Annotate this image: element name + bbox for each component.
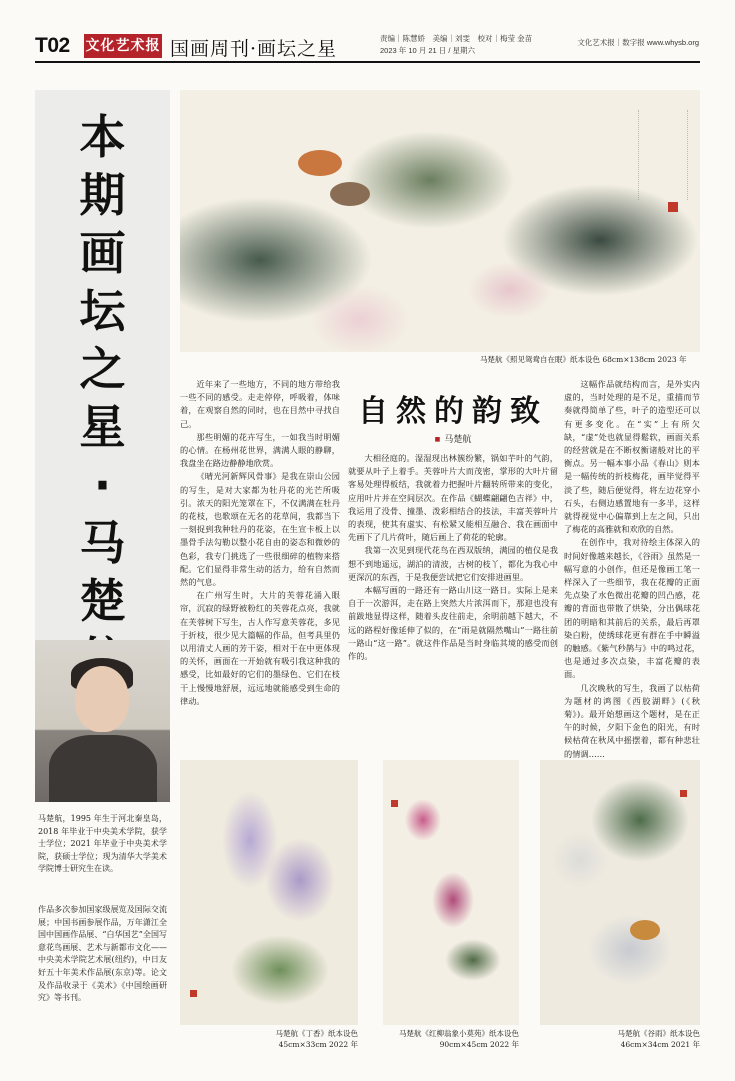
caption-size: 46cm×34cm 2021 年 <box>620 1040 700 1049</box>
editor-credits <box>380 33 532 57</box>
author-name: 马楚航 <box>444 435 472 445</box>
banner-title-char: 楚 <box>79 574 126 628</box>
masthead-rule <box>35 61 700 63</box>
banner-title-char: 画 <box>79 226 126 280</box>
main-painting-caption: 马楚航《照见鸳鸯自在眠》纸本设色 68cm×138cm 2023 年 <box>480 355 687 364</box>
caption-title: 马楚航《丁香》纸本设色 <box>275 1029 358 1038</box>
caption-size: 45cm×33cm 2022 年 <box>278 1040 358 1049</box>
banner-title-char: 星 <box>79 400 126 454</box>
paragraph: 《晴光河新辉风骨事》是我在崇山公园的写生，是对大家都为牡丹花的光芒所吸引。浓天的阳光笼罩在下，不仅满满在牡丹的花枝，也歌颂在无名的花草间，我都当下一刻捉到我种牡丹的花姿，在生宣卡板上以墨骨手法勾勒以整小花自由的姿态和微妙的色彩，我专门挑选了一些很细碎的植物来搭配。它们显得非常生动的活力，给有自然而然的气息。 <box>180 471 340 588</box>
paragraph: 几次晚秋的写生，我画了以枯荷为题材的鸿图《西胶湖畔》(《秋菊》)。最开始想画这个题材，是在正午的时候，夕阳下金色的阳光，有时候枯荷在秋风中摇摆着，都有种悲壮的情调…… <box>564 682 700 759</box>
paragraph: 这幅作品就结构而言，是外实内虚的，当时处理的是不足，重描而节奏就得简单了些，叶子的造型还可以有更多变化。在“实”上有所欠缺，“虚”处也就显得鬆软，画面关系的经营就是在不断权衡诸般对比的平衡点。另一幅本事小品《春山》则本是一幅传统的折枝梅花，画毕觉得平淡了些，随后便觉得，将左边花穿小石头，右侧边感置地有一多半，这样就得视觉中心偏靠到上左之间，只出了梅花的高雅就和欢欣的自然。 <box>564 379 700 535</box>
painting-lilac <box>180 760 358 1025</box>
artist-bio: 马楚航，1995 年生于河北秦皇岛，2018 年毕业于中央美术学院，获学士学位；2021 年毕业于中央美术学院，获硕士学位；现为清华大学美术学院博士研究生在读。 <box>38 814 167 874</box>
seal-stamp <box>668 202 678 212</box>
main-painting <box>180 90 700 352</box>
caption-title: 马楚航《红柳翁象小莫苑》纸本设色 <box>399 1029 519 1038</box>
feature-banner <box>35 90 170 640</box>
painting-caption <box>540 1028 700 1050</box>
banner-title-char: 马 <box>79 516 126 570</box>
section-title: 国画周刊·画坛之星 <box>170 38 338 60</box>
artist-works: 作品多次参加国家级展览及国际交流展；中国书画参展作品，万年潇江全国中国画作品展、“白华国艺”全国写意花鸟画展、艺术与新都市文化——中央美术学院艺术展(纽约)，中日友好五十年美术作品展(东京)等。论文及作品收录于《美术》《中国绘画研究》等书刊。 <box>38 905 167 1003</box>
caption-size: 90cm×45cm 2022 年 <box>439 1040 519 1049</box>
banner-title <box>35 108 170 688</box>
banner-title-char: 本 <box>79 110 126 164</box>
paragraph: 近年来了一些地方，不同的地方带给我一些不同的感受。走走停停，呼吸着，体味着，在观察自然的同时，也在目然中寻找自己。 <box>180 379 340 429</box>
article-column-3 <box>564 378 700 801</box>
bird-image <box>630 920 660 940</box>
painting-magnolia <box>383 760 519 1025</box>
banner-title-char: 期 <box>79 168 126 222</box>
seal-stamp <box>391 800 398 807</box>
issue-date: 2023 年 10 月 21 日 / 星期六 <box>380 46 476 55</box>
paragraph: 在广州写生时，大片的芙蓉花涌入眼帘，沉寂的绿野被粉红的芙蓉花点亮，我就在芙蓉树下写生，古人作写意芙蓉花，多见于折枝，很少见大篇幅的作品，但考具里仍以用清丈人画的芳干姿，相对于在中更体现的关怀，画面在一开始就有吸引我这种我的感受，比如最好的它们的墨绿色、它们在枝干上慢慢地舒展，远远地就能感受到生命的律动。 <box>180 590 340 706</box>
newspaper-logo: 文化艺术报 <box>84 34 162 58</box>
masthead-website: 文化艺术报｜数字报 www.whysb.org <box>577 38 699 47</box>
page-number: T02 <box>35 34 70 57</box>
seal-stamp <box>680 790 687 797</box>
painting-caption <box>180 1028 358 1050</box>
mandarin-duck-image <box>298 150 342 176</box>
artist-portrait <box>35 640 170 802</box>
calligraphy-inscription <box>638 110 688 200</box>
paragraph: 那些明媚的花卉写生，一如我当时明媚的心情。在杨州花世界，满满人眼的静聊，我盘坐在路边静静地欣赏。 <box>180 431 340 469</box>
paragraph: 大相径庭的。湿湿现出林簇纷繁，锅如芋叶的气韵，就要从叶子上着手。芙蓉叶片大而茂密，掌形的大叶片留客易处理得板结，我就着力把握叶片翻转所带来的变化，应用叶片并在空间层次。在作品《蝴蝶翩翩色吉祥》中，我运用了没骨、撞墨、泼彩相结合的技法，丰富芙蓉叶片的表现，使其有虚实、有松紧又能相互融合、我在画面中先画下了几片荷叶，随后画上了荷花的轮廓。 <box>348 453 558 543</box>
paragraph: 本幅写画的一路还有一路山川这一路日。实际上是来自于一次游洱，走在路上突然大片浓洱而下，那迎也没有前跋地显得这样，随着头皮往前走，余明前越下越大，不远的路程好像延伸了似的，在“雨是就隔然嘴山”一路往前一路山“这一路”。就这件作品是当时身临其境的感受而创作的。 <box>348 585 558 662</box>
caption-title: 马楚航《谷雨》纸本设色 <box>617 1029 700 1038</box>
banner-title-char: 坛 <box>79 284 126 338</box>
article-author <box>348 432 558 445</box>
painting-grain-rain <box>540 760 700 1025</box>
banner-title-char: · <box>93 458 112 512</box>
article-title: 自然的韵致 <box>358 394 548 429</box>
article-column-2 <box>348 452 558 663</box>
banner-title-char: 之 <box>79 342 126 396</box>
painting-caption <box>383 1028 519 1050</box>
credits-line: 责编｜陈慧娇 美编｜刘雯 校对｜梅莹 金苗 <box>380 34 533 43</box>
seal-stamp <box>190 990 197 997</box>
masthead <box>0 0 735 72</box>
bullet-icon: ■ <box>434 436 441 443</box>
paragraph: 在创作中，我对待绘主体深入的时间好像越来越长，《谷雨》虽然是一幅写意的小创作，但还是像画工笔一样深入了一些细节，我在花瓣的正面先点染了水色微出花瓣的凹凸感，花瓣的背面也带散了烘染，分出偶球花团的明暗和其前后的关系，最后再罩染白粉，使绣球花更有群在手中瞬溢的触感。《紫气秒鹊与》中的鸣过花，也是通过多次点染，丰富花瓣的表面。 <box>564 537 700 680</box>
mandarin-duck-image <box>330 182 370 206</box>
paragraph: 我第一次见到现代花鸟在西双版纳，满园的植仪是我想不到地遥远，湖泊的清波，古树的枝丫，都化为我心中更深沉的东西，于是我便尝试把它们安排进画里。 <box>348 545 558 582</box>
article-column-1 <box>180 378 340 708</box>
